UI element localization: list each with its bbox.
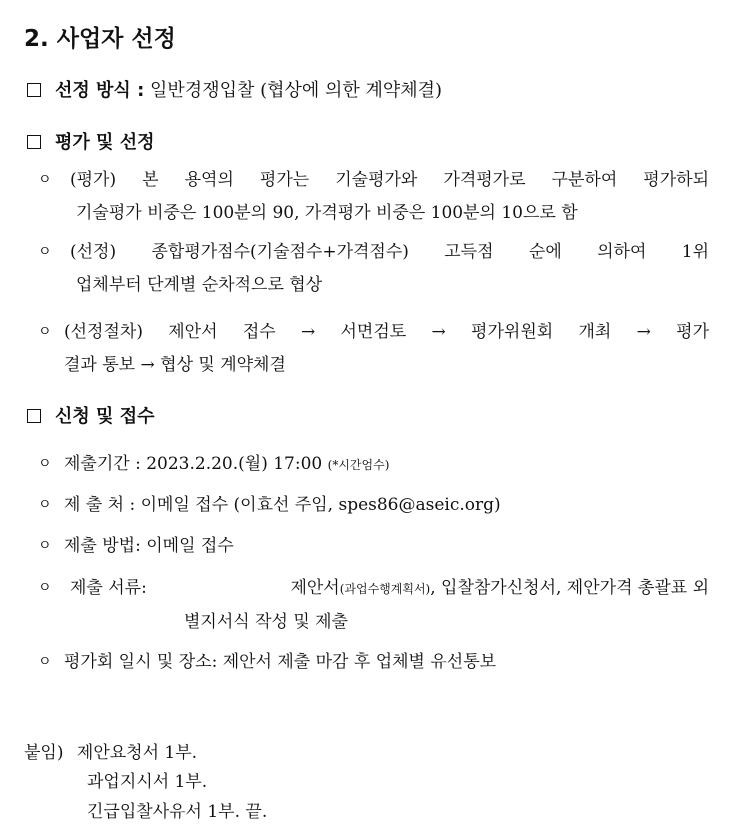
- application-submit-to: [38, 489, 709, 522]
- evaluation-heading-row: [27, 128, 154, 154]
- selection-method-row: [27, 76, 442, 102]
- documents-first-note: (과업수행계획서): [339, 582, 431, 596]
- application-documents: [38, 572, 709, 639]
- evaluation-item-1-line2: 기술평가 비중은 100분의 90, 가격평가 비중은 100분의 10으로 함: [76, 203, 578, 223]
- application-meeting-text: 평가회 일시 및 장소: 제안서 제출 마감 후 업체별 유선통보: [64, 652, 497, 672]
- application-heading: 신청 및 접수: [55, 406, 155, 427]
- attachment-item: 긴급입찰사유서 1부. 끝.: [87, 802, 268, 822]
- evaluation-item-3-line2: 결과 통보 → 협상 및 계약체결: [64, 355, 286, 375]
- bullet-circle-icon: ㅇ: [38, 538, 52, 554]
- evaluation-item-2-line1: (선정) 종합평가점수(기술점수+가격점수) 고득점 순에 의하여 1위: [70, 242, 709, 262]
- evaluation-item-1-line1: (평가) 본 용역의 평가는 기술평가와 가격평가로 구분하여 평가하되: [70, 170, 709, 190]
- bullet-circle-icon: ㅇ: [38, 580, 52, 596]
- attachment-item: 제안요청서 1부.: [76, 743, 198, 763]
- attachment-item: 과업지시서 1부.: [87, 772, 208, 792]
- application-period-note: (*시간엄수): [327, 458, 390, 472]
- evaluation-item-3: [38, 316, 709, 382]
- application-method: [38, 530, 709, 563]
- bullet-circle-icon: ㅇ: [38, 497, 52, 513]
- application-method-text: 제출 방법: 이메일 접수: [64, 536, 234, 556]
- documents-label: 제출 서류:: [70, 578, 147, 598]
- application-submit-to-text: 제 출 처 : 이메일 접수 (이효선 주임, spes86@aseic.org): [64, 495, 501, 515]
- documents-line2: 별지서식 작성 및 제출: [184, 612, 349, 632]
- application-period-text: 제출기간 : 2023.2.20.(월) 17:00: [64, 454, 323, 474]
- selection-method-value: 일반경쟁입찰 (협상에 의한 계약체결): [150, 80, 443, 101]
- section-title: 2. 사업자 선정: [24, 26, 176, 52]
- checkbox-square-icon: [27, 135, 41, 149]
- attachments-label: 붙임): [24, 743, 64, 763]
- application-heading-row: [27, 402, 154, 428]
- evaluation-item-2-line2: 업체부터 단계별 순차적으로 협상: [76, 275, 323, 295]
- evaluation-item-1: [38, 164, 709, 230]
- bullet-circle-icon: ㅇ: [38, 324, 52, 340]
- bullet-circle-icon: ㅇ: [38, 456, 52, 472]
- selection-method-label: 선정 방식 :: [55, 80, 145, 101]
- bullet-circle-icon: ㅇ: [38, 654, 52, 670]
- evaluation-heading: 평가 및 선정: [55, 132, 155, 153]
- documents-first: 제안서: [290, 578, 340, 598]
- bullet-circle-icon: ㅇ: [38, 244, 52, 260]
- checkbox-square-icon: [27, 409, 41, 423]
- evaluation-item-2: [38, 236, 709, 302]
- attachments-row-1: [24, 738, 197, 763]
- application-meeting: [38, 646, 709, 679]
- documents-rest: , 입찰참가신청서, 제안가격 총괄표 외: [430, 578, 709, 598]
- application-period: [38, 448, 709, 482]
- bullet-circle-icon: ㅇ: [38, 172, 52, 188]
- evaluation-item-3-line1: (선정절차) 제안서 접수 → 서면검토 → 평가위원회 개최 → 평가: [64, 322, 709, 342]
- checkbox-square-icon: [27, 83, 41, 97]
